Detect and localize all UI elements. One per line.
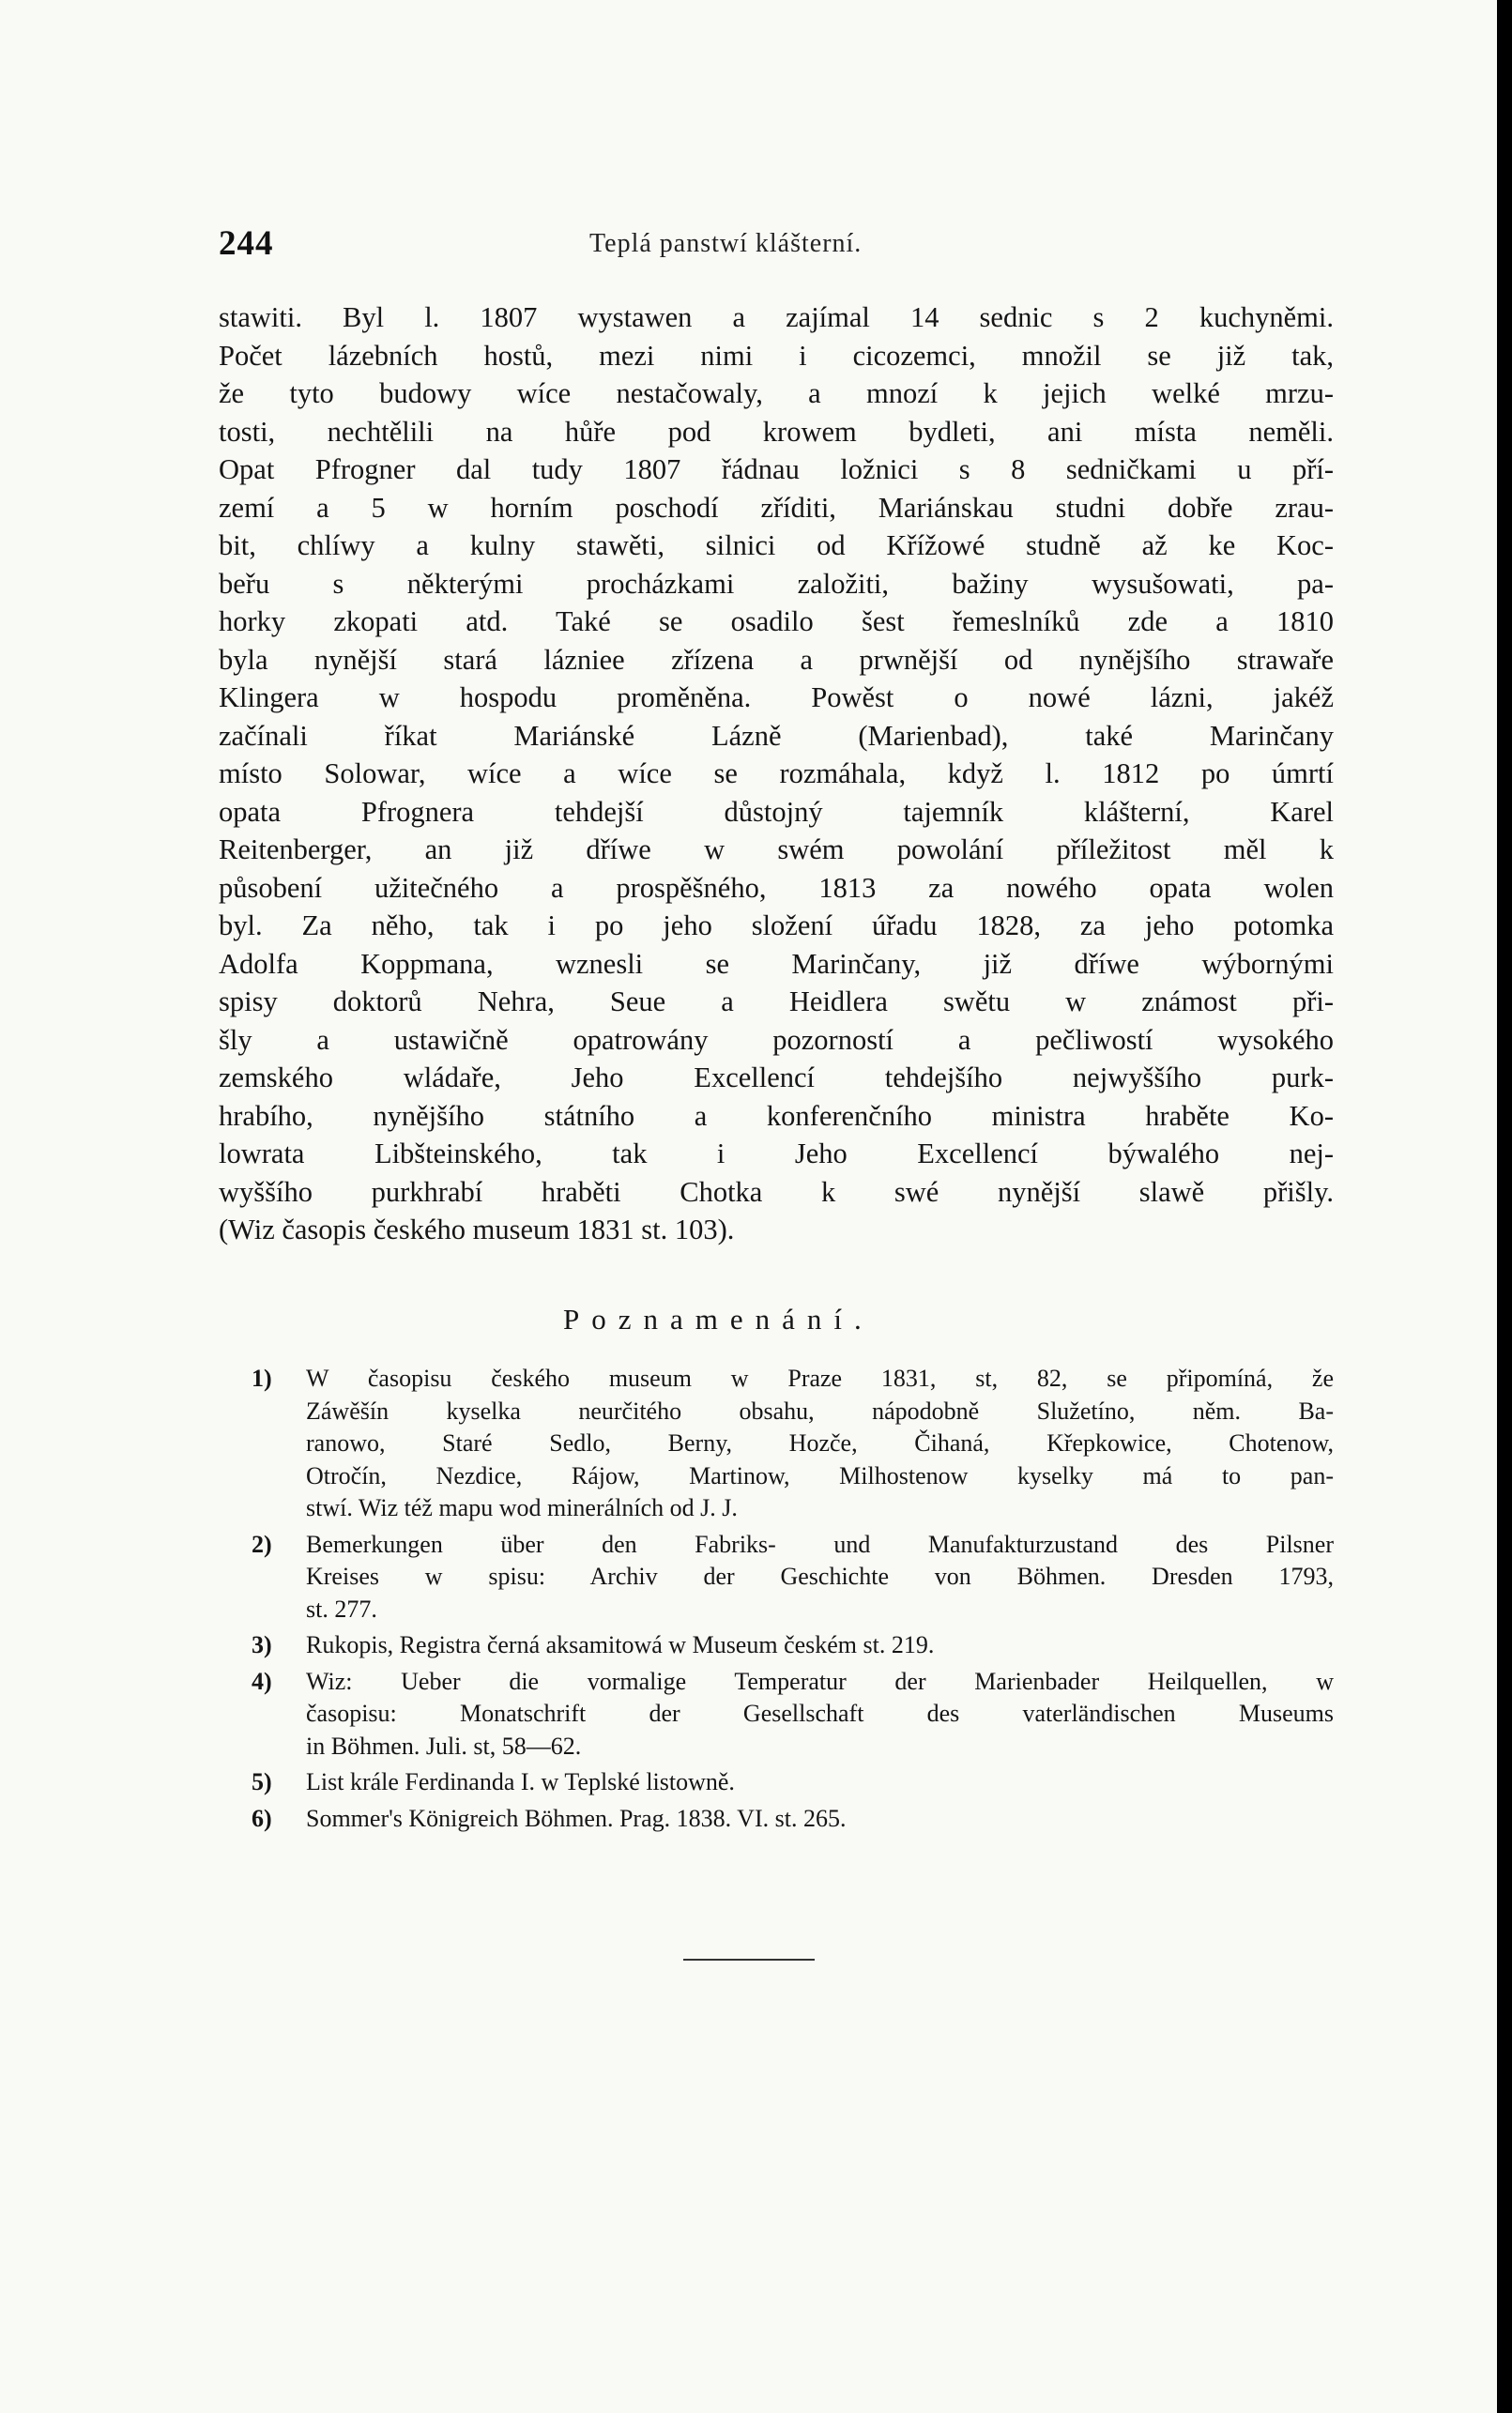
text-line: zemí a 5 w horním poschodí zříditi, Mariánskau studni dobře zrau- — [219, 491, 1334, 524]
text-line: opata Pfrognera tehdejší důstojný tajemník klášterní, Karel — [219, 795, 1334, 828]
footnote-number: 6) — [252, 1804, 272, 1832]
text-line: byl. Za něho, tak i po jeho složení úřadu 1828, za jeho potomka — [219, 909, 1334, 941]
footnote-line: List krále Ferdinanda I. w Teplské listowně. — [306, 1768, 735, 1795]
footnote-line: Záwěšín kyselka neurčitého obsahu, nápodobně Služetíno, něm. Ba- — [306, 1397, 1334, 1425]
text-line: Opat Pfrogner dal tudy 1807 řádnau ložnici s 8 sedničkami u pří- — [219, 453, 1334, 485]
text-line: tosti, nechtělili na hůře pod krowem bydleti, ani místa neměli. — [219, 415, 1334, 448]
text-line: Reitenberger, an již dříwe w swém powolání příležitost měl k — [219, 833, 1334, 865]
text-line: Klingera w hospodu proměněna. Powěst o nowé lázni, jakéž — [219, 681, 1334, 713]
text-line: místo Solowar, wíce a wíce se rozmáhala, když l. 1812 po úmrtí — [219, 757, 1334, 789]
footnote-line: časopisu: Monatschrift der Gesellschaft des vaterländischen Museums — [306, 1700, 1334, 1727]
text-line: (Wiz časopis českého museum 1831 st. 103). — [219, 1214, 735, 1245]
running-title: Teplá panstwí klášterní. — [589, 229, 863, 258]
footnote-number: 3) — [252, 1631, 272, 1658]
main-text — [219, 298, 1334, 1249]
section-heading: Poznamenání. — [563, 1303, 874, 1336]
page-header — [219, 223, 1334, 261]
footnote-line: W časopisu českého museum w Praze 1831, st, 82, se připomíná, že — [306, 1365, 1334, 1392]
footnote-3 — [252, 1629, 1334, 1662]
footnote-line: Sommer's Königreich Böhmen. Prag. 1838. VI. st. 265. — [306, 1804, 847, 1832]
footnote-line: in Böhmen. Juli. st, 58—62. — [306, 1732, 582, 1760]
text-line: wyššího purkhrabí hraběti Chotka k swé nynější slawě přišly. — [219, 1175, 1334, 1208]
footnote-line: Bemerkungen über den Fabriks- und Manufakturzustand des Pilsner — [306, 1530, 1334, 1558]
page-number: 244 — [219, 224, 274, 263]
text-line: bit, chlíwy a kulny stawěti, silnici od Křížowé studně až ke Koc- — [219, 529, 1334, 561]
text-line: spisy doktorů Nehra, Seue a Heidlera swětu w známost při- — [219, 985, 1334, 1017]
footnote-line: st. 277. — [306, 1595, 377, 1623]
footnote-number: 5) — [252, 1768, 272, 1795]
text-line: hrabího, nynějšího státního a konferenčního ministra hraběte Ko- — [219, 1099, 1334, 1132]
text-line: stawiti. Byl l. 1807 wystawen a zajímal 14 sednic s 2 kuchyněmi. — [219, 301, 1334, 333]
footnote-line: stwí. Wiz též mapu wod minerálních od J. J. — [306, 1494, 738, 1521]
footnote-1 — [252, 1363, 1334, 1525]
footnote-5 — [252, 1766, 1334, 1799]
text-line: Počet lázebních hostů, mezi nimi i cicozemci, množil se již tak, — [219, 339, 1334, 372]
footnote-line: Otročín, Nezdice, Rájow, Martinow, Milhostenow kyselky má to pan- — [306, 1461, 1334, 1489]
footnotes — [252, 1363, 1334, 1839]
footnote-number: 1) — [252, 1365, 272, 1392]
text-line: byla nynější stará lázniee zřízena a prwnější od nynějšího strawaře — [219, 643, 1334, 676]
text-line: začínali říkat Mariánské Lázně (Marienbad), také Marinčany — [219, 719, 1334, 752]
footnote-2 — [252, 1529, 1334, 1626]
text-line: zemského wládaře, Jeho Excellencí tehdejšího nejwyššího purk- — [219, 1061, 1334, 1093]
text-line: horky zkopati atd. Také se osadilo šest řemeslníků zde a 1810 — [219, 605, 1334, 637]
footnote-number: 4) — [252, 1667, 272, 1695]
footnote-6 — [252, 1803, 1334, 1836]
footnote-line: Rukopis, Registra černá aksamitowá w Museum českém st. 219. — [306, 1631, 935, 1658]
footnote-number: 2) — [252, 1530, 272, 1558]
footnote-line: Kreises w spisu: Archiv der Geschichte von Böhmen. Dresden 1793, — [306, 1563, 1334, 1590]
text-line: Adolfa Koppmana, wznesli se Marinčany, již dříwe wýbornými — [219, 947, 1334, 980]
text-line: lowrata Libšteinského, tak i Jeho Excellencí býwalého nej- — [219, 1138, 1334, 1169]
footnote-4 — [252, 1666, 1334, 1764]
footnote-line: ranowo, Staré Sedlo, Berny, Hozče, Čihaná, Křepkowice, Chotenow, — [306, 1429, 1334, 1457]
text-line: šly a ustawičně opatrowány pozorností a pečliwostí wysokého — [219, 1023, 1334, 1056]
text-line: působení užitečného a prospěšného, 1813 za nowého opata wolen — [219, 871, 1334, 904]
text-line: že tyto budowy wíce nestačowaly, a mnozí k jejich welké mrzu- — [219, 377, 1334, 409]
text-line: beřu s některými procházkami založiti, bažiny wysušowati, pa- — [219, 567, 1334, 600]
footnote-line: Wiz: Ueber die vormalige Temperatur der Marienbader Heilquellen, w — [306, 1667, 1334, 1695]
end-rule — [683, 1959, 815, 1961]
